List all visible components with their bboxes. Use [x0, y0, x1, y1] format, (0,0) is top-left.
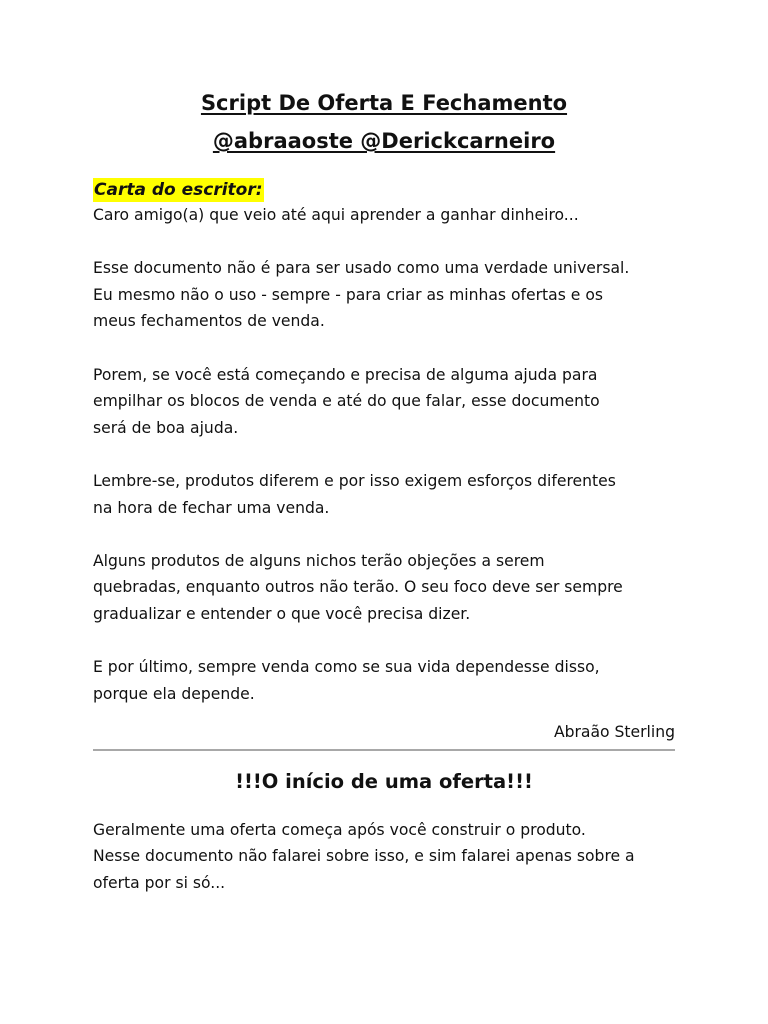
document-page — [93, 84, 675, 897]
document-authors: @abraaoste @Derickcarneiro — [212, 129, 556, 153]
paragraph-3 — [93, 468, 675, 521]
paragraph-line: Porem, se você está começando e precisa de alguma ajuda para — [93, 365, 598, 384]
paragraph-line: meus fechamentos de venda. — [93, 312, 325, 331]
paragraph-line: Geralmente uma oferta começa após você construir o produto. — [93, 820, 586, 839]
paragraph-line: Nesse documento não falarei sobre isso, e sim falarei apenas sobre a — [93, 847, 635, 866]
paragraph-line: E por último, sempre venda como se sua vida dependesse disso, — [93, 658, 600, 677]
paragraph-line: empilhar os blocos de venda e até do que falar, esse documento — [93, 392, 600, 411]
paragraph-line: Eu mesmo não o uso - sempre - para criar as minhas ofertas e os — [93, 285, 604, 304]
paragraph-line: será de boa ajuda. — [93, 418, 239, 437]
paragraph-gap — [93, 441, 675, 468]
paragraph-line: porque ela depende. — [93, 684, 255, 703]
paragraph-4 — [93, 548, 675, 628]
paragraph-line: quebradas, enquanto outros não terão. O seu foco deve ser sempre — [93, 578, 623, 597]
title-block — [93, 84, 675, 160]
paragraph-gap — [93, 628, 675, 655]
paragraph-line: Alguns produtos de alguns nichos terão objeções a serem — [93, 551, 545, 570]
paragraph-gap — [93, 335, 675, 362]
paragraph-gap — [93, 229, 675, 256]
horizontal-divider — [93, 749, 675, 751]
letter-heading: Carta do escritor: — [94, 180, 263, 200]
paragraph-line: na hora de fechar uma venda. — [93, 498, 330, 517]
greeting-line: Caro amigo(a) que veio até aqui aprender a ganhar dinheiro... — [93, 206, 579, 224]
paragraph-1 — [93, 255, 675, 335]
signature: Abraão Sterling — [553, 723, 675, 742]
paragraph-line: Lembre-se, produtos diferem e por isso exigem esforços diferentes — [93, 471, 616, 490]
paragraph-line: oferta por si só... — [93, 874, 226, 893]
paragraph-line: Esse documento não é para ser usado como uma verdade universal. — [93, 259, 630, 278]
section-paragraph — [93, 817, 675, 897]
paragraph-2 — [93, 362, 675, 442]
section-heading: !!!O início de uma oferta!!! — [235, 769, 533, 793]
paragraph-gap — [93, 521, 675, 548]
paragraph-line: gradualizar e entender o que você precisa dizer. — [93, 604, 471, 623]
letter-heading-row — [93, 174, 675, 202]
document-title: Script De Oferta E Fechamento — [200, 91, 568, 115]
paragraph-5 — [93, 654, 675, 707]
